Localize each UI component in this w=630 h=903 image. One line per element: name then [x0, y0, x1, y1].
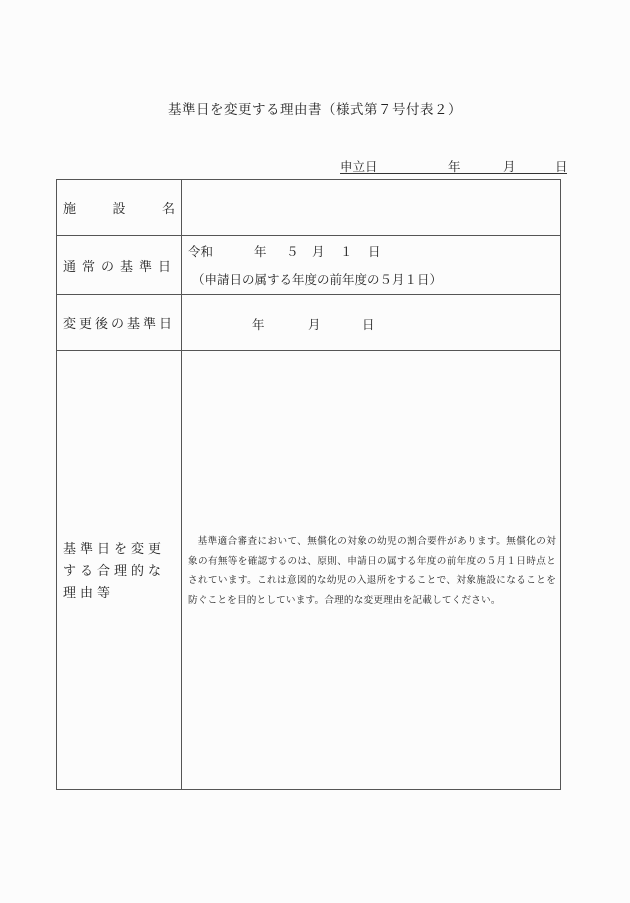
day-value: １	[340, 244, 353, 259]
year-unit: 年	[254, 244, 267, 259]
changed-date-label	[57, 295, 182, 351]
reason-form-table	[56, 179, 561, 790]
reason-label	[57, 351, 182, 790]
document-title: 基準日を変更する理由書（様式第７号付表２）	[168, 102, 462, 118]
facility-name-label	[57, 180, 182, 236]
month-unit: 月	[312, 244, 325, 259]
day-unit: 日	[368, 244, 381, 259]
reason-label-text: 基準日を変更する合理的な理由等	[63, 541, 166, 601]
standard-date-note: （申請日の属する年度の前年度の５月１日）	[192, 272, 443, 287]
apply-date-year-unit: 年	[448, 159, 461, 174]
row-facility-name	[57, 180, 561, 236]
apply-date-month-unit: 月	[503, 159, 516, 174]
changed-day-unit: 日	[362, 317, 375, 332]
month-value: ５	[286, 244, 299, 259]
apply-date-label: 申立日	[340, 159, 378, 174]
standard-date-value	[182, 236, 560, 264]
row-reason	[57, 351, 561, 790]
row-standard-date	[57, 236, 561, 295]
changed-month-unit: 月	[308, 317, 321, 332]
standard-date-cell	[182, 236, 561, 295]
facility-name-field[interactable]	[182, 180, 561, 236]
changed-date-label-text: 変更後の基準日	[63, 317, 176, 332]
changed-year-unit: 年	[252, 317, 265, 332]
facility-name-label-char: 施	[63, 202, 77, 217]
reason-description: 基準適合審査において、無償化の対象の幼児の割合要件があります。無償化の対象の有無等を確認するのは、原則、申請日の属する年度の前年度の５月１日時点とされています。これは意図的な幼児の入退所をすることで、対象施設になることを防ぐことを目的としています。合理的な変更理由を記載してください。	[188, 536, 556, 606]
changed-date-field[interactable]	[182, 295, 561, 351]
era-label: 令和	[188, 244, 214, 259]
reason-field[interactable]	[182, 351, 561, 790]
standard-date-label-text: 通常の基準日	[63, 259, 178, 275]
standard-date-label	[57, 236, 182, 295]
apply-date-day-unit: 日	[555, 159, 568, 174]
facility-name-label-char: 名	[161, 202, 175, 217]
facility-name-label-char: 設	[112, 202, 126, 217]
apply-date-field[interactable]	[340, 157, 567, 174]
row-changed-date	[57, 295, 561, 351]
